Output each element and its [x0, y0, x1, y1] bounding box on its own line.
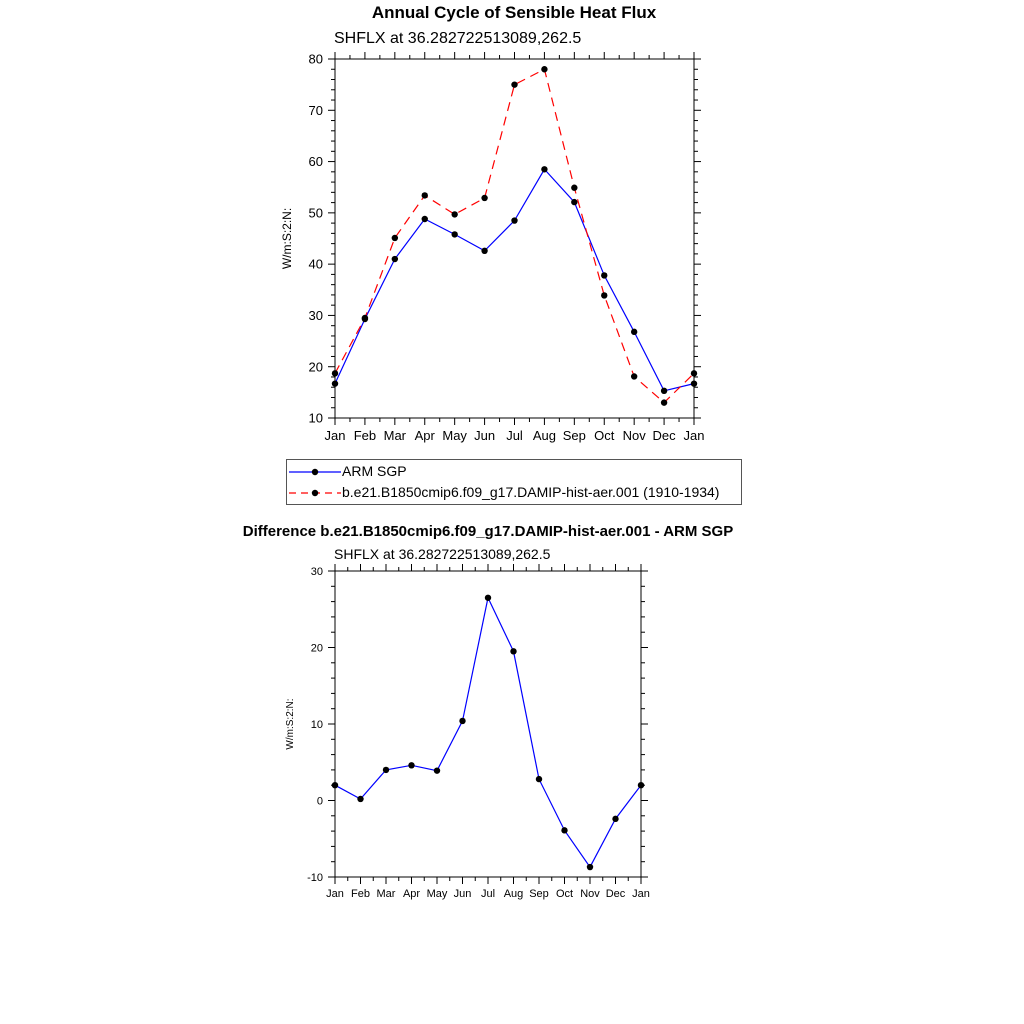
difference-chart-title: Difference b.e21.B1850cmip6.f09_g17.DAMIP-hist-aer.001 - ARM SGP [242, 523, 734, 540]
y-tick-label: 30 [310, 565, 323, 578]
x-tick-label: Jan [683, 428, 705, 443]
y-tick-label: 10 [310, 718, 323, 731]
y-axis-label: W/m:S:2:N: [285, 698, 296, 750]
data-point [691, 380, 697, 386]
x-tick-label: Mar [376, 888, 396, 900]
legend-item-arm-sgp [287, 462, 741, 482]
data-point [459, 718, 465, 724]
y-tick-label: 40 [308, 256, 323, 272]
data-point [511, 217, 517, 223]
data-point [392, 256, 398, 262]
data-point [408, 762, 414, 768]
plot-frame [335, 571, 641, 877]
data-point [571, 199, 577, 205]
data-point [661, 399, 667, 405]
data-point [434, 767, 440, 773]
legend-label-arm-sgp: ARM SGP [342, 463, 407, 479]
x-tick-label: Dec [605, 888, 626, 900]
data-point [332, 370, 338, 376]
x-tick-label: Feb [351, 888, 370, 900]
data-point [383, 767, 389, 773]
y-tick-label: 30 [308, 307, 323, 323]
y-tick-label: 0 [316, 795, 323, 808]
data-point [601, 292, 607, 298]
y-tick-label: 20 [310, 642, 323, 655]
series-line-0 [335, 169, 694, 391]
data-point [601, 272, 607, 278]
x-tick-label: Oct [594, 428, 615, 443]
data-point [541, 166, 547, 172]
chart-subtitle: SHFLX at 36.282722513089,262.5 [334, 30, 582, 47]
data-point [481, 195, 487, 201]
data-point [612, 816, 618, 822]
data-point [422, 192, 428, 198]
data-point [511, 81, 517, 87]
legend-swatch-solid [287, 462, 347, 482]
x-tick-label: Jun [474, 428, 496, 443]
x-tick-label: Jun [453, 888, 472, 900]
data-point [485, 595, 491, 601]
x-tick-label: Jan [326, 888, 344, 900]
data-point [571, 185, 577, 191]
x-tick-label: Sep [562, 428, 586, 443]
x-tick-label: Oct [555, 888, 574, 900]
data-point [638, 782, 644, 788]
y-tick-label: 80 [308, 51, 323, 67]
legend-item-model [287, 483, 741, 503]
data-point [481, 248, 487, 254]
data-point [451, 231, 457, 237]
data-point [691, 370, 697, 376]
data-point [332, 782, 338, 788]
legend-label-model: b.e21.B1850cmip6.f09_g17.DAMIP-hist-aer.001 (1910-1934) [342, 484, 720, 500]
data-point [561, 827, 567, 833]
data-point [510, 648, 516, 654]
series-line-0 [335, 598, 641, 867]
x-tick-label: Jan [324, 428, 346, 443]
y-tick-label: 70 [308, 102, 323, 118]
x-tick-label: Dec [652, 428, 676, 443]
chart-title: Annual Cycle of Sensible Heat Flux [371, 3, 657, 22]
annual-cycle-plot [280, 52, 704, 443]
y-axis-label: W/m:S:2:N: [280, 207, 294, 270]
x-tick-label: Apr [414, 428, 435, 443]
data-point [631, 373, 637, 379]
difference-plot [285, 564, 650, 900]
y-tick-label: 10 [308, 410, 323, 426]
x-tick-label: Jan [632, 888, 650, 900]
x-tick-label: Jul [506, 428, 523, 443]
x-tick-label: Nov [580, 888, 600, 900]
y-tick-label: 50 [308, 205, 323, 221]
data-point [451, 211, 457, 217]
y-tick-label: 60 [308, 154, 323, 170]
x-tick-label: Aug [532, 428, 556, 443]
data-point [362, 315, 368, 321]
data-point [541, 66, 547, 72]
x-tick-label: Apr [402, 888, 421, 900]
x-tick-label: Sep [529, 888, 549, 900]
data-point [631, 329, 637, 335]
data-point [357, 796, 363, 802]
legend [286, 459, 742, 505]
x-tick-label: Feb [353, 428, 377, 443]
y-tick-label: -10 [307, 871, 323, 884]
data-point [661, 388, 667, 394]
series-line-1 [335, 69, 694, 402]
data-point [422, 216, 428, 222]
data-point [332, 380, 338, 386]
x-tick-label: Mar [383, 428, 407, 443]
x-tick-label: May [426, 888, 448, 900]
data-point [587, 864, 593, 870]
x-tick-label: Nov [622, 428, 646, 443]
data-point [536, 776, 542, 782]
x-tick-label: May [442, 428, 467, 443]
legend-swatch-dashed [287, 483, 347, 503]
y-tick-label: 20 [308, 359, 323, 375]
difference-chart-subtitle: SHFLX at 36.282722513089,262.5 [334, 546, 551, 562]
plot-frame [335, 59, 694, 418]
data-point [392, 235, 398, 241]
x-tick-label: Aug [503, 888, 524, 900]
x-tick-label: Jul [480, 888, 496, 900]
